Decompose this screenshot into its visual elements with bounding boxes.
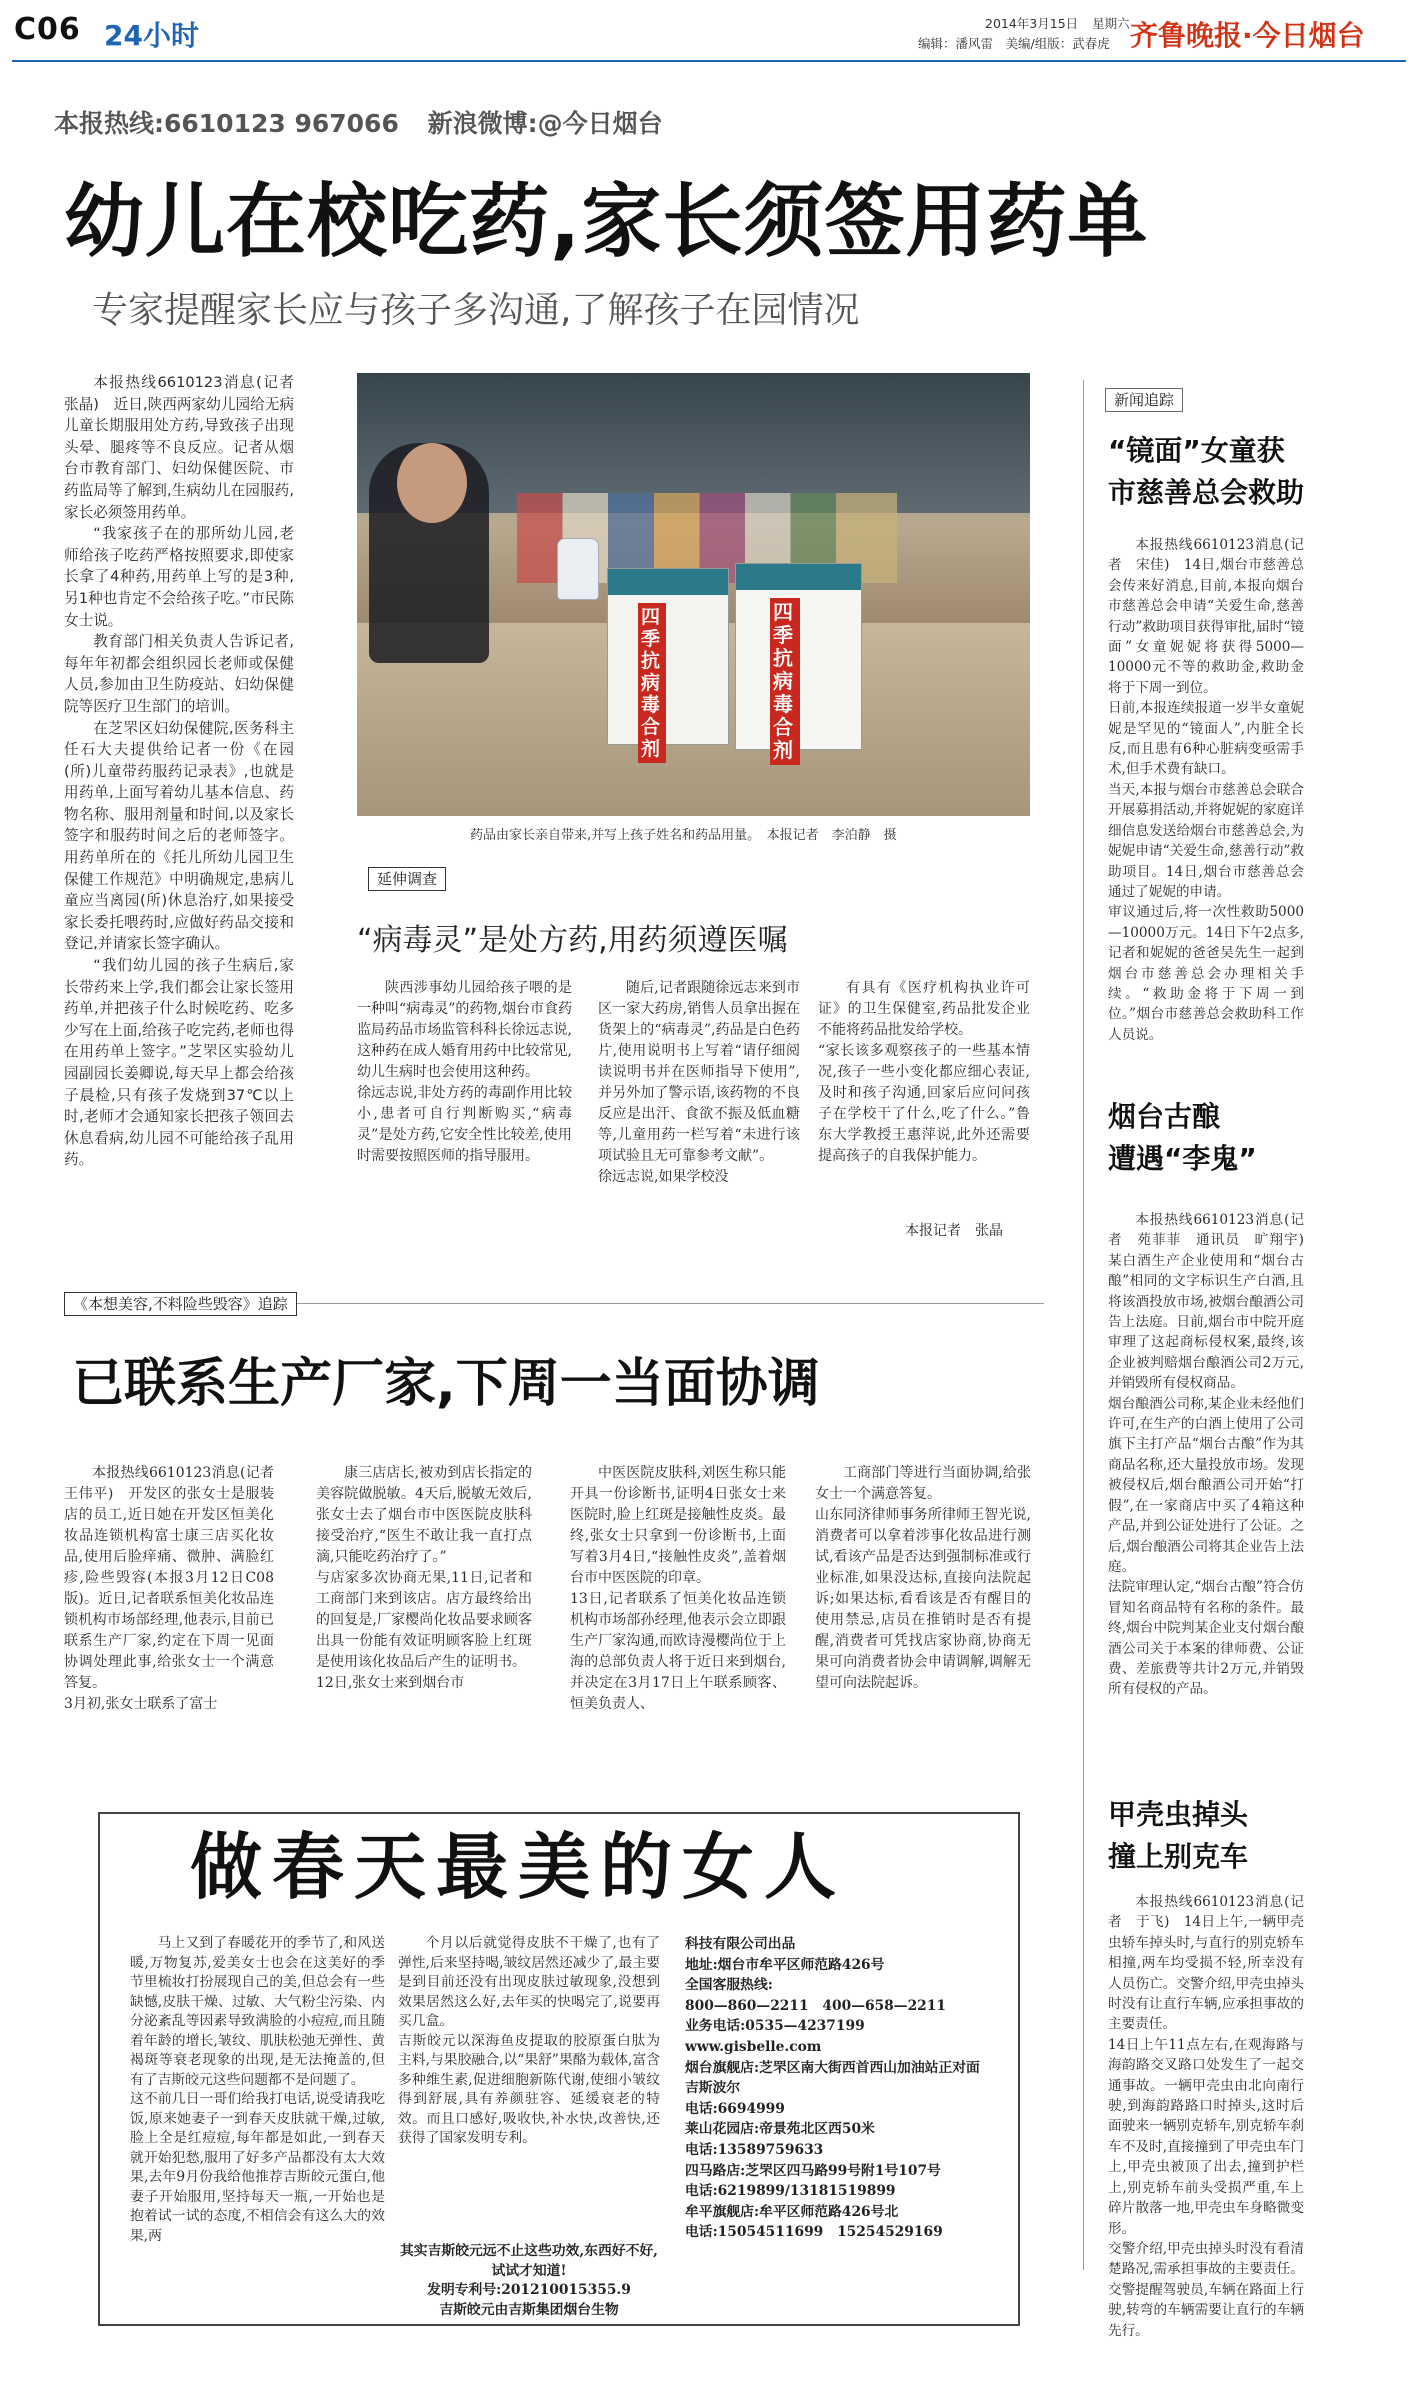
lead-subhead: 专家提醒家长应与孩子多沟通,了解孩子在园情况 xyxy=(92,290,860,331)
cosmetic-col-3: 中医医院皮肤科,刘医生称只能开具一份诊断书,证明4日张女士来医院时,脸上红斑是接触性皮炎。最终,张女士只拿到一份诊断书,上面写着3月4日,“接触性皮炎”,盖着烟台市中医医院的印章。 13日,记者联系了恒美化妆品连锁机构市场部孙经理,他表示会立即跟生产厂家沟通,而欧诗漫樱尚位于上海的总部负责人将于近日来到烟台,并决定在3月17日上午联系顾客、恒美负责人、 xyxy=(570,1465,786,1712)
photo-child-head xyxy=(397,443,467,523)
ad-headline: 做春天最美的女人 xyxy=(190,1824,847,1909)
ad-col-2-bold: 其实吉斯皎元远不止这些功效,东西好不好,试试才知道! 发明专利号:201210015355.9 吉斯皎元由吉斯集团烟台生物 xyxy=(400,2243,658,2318)
headline-line: 甲壳虫掉头 xyxy=(1108,1798,1249,1831)
advertisement xyxy=(98,1812,1020,2326)
lead-story-body xyxy=(64,372,309,1171)
headline-line: 烟台古酿 xyxy=(1108,1100,1221,1133)
followup-col-2: 随后,记者跟随徐远志来到市区一家大药房,销售人员拿出握在货架上的“病毒灵”,药品是白色药片,使用说明书上写着“请仔细阅读说明书并在医师指导下使用”,并另外加了警示语,该药物的不良反应是出汗、食欲不振及低血糖等,儿童用药一栏写着“未进行该项试验且无可靠参考文献”。 徐远志说,如果学校没 xyxy=(598,980,800,1185)
paper-name: 齐鲁晚报·今日烟台 xyxy=(1130,19,1365,52)
box-label-right: 四季抗病毒合剂 xyxy=(770,598,800,765)
weibo-handle: @今日烟台 xyxy=(537,109,663,138)
sidebar-divider xyxy=(1083,380,1084,2270)
page-header xyxy=(0,0,1417,62)
page-code: C06 xyxy=(14,12,81,47)
followup-byline: 本报记者 张晶 xyxy=(905,1223,1003,1239)
cosmetic-tag: 《本想美容,不料险些毁容》追踪 xyxy=(64,1292,297,1316)
ad-contact-info: 科技有限公司出品 地址:烟台市牟平区师范路426号 全国客服热线: 800—860—2211 400—658—2211 业务电话:0535—4237199 www.gisbelle.com 烟台旗舰店:芝罘区南大街西首西山加油站正对面吉斯波尔 电话:6694999 莱山花园店:帝景苑北区西50米 电话:13589759633 四马路店:芝罘区四马路99号附1号107号 电话:6219899/13181519899 牟平旗舰店:牟平区师范路426号北 电话:15054511699 15254529169 xyxy=(685,1936,980,2241)
lead-paragraph: “我家孩子在的那所幼儿园,老师给孩子吃药严格按照要求,即使家长拿了4种药,用药单上写的是3种,另1种也肯定不会给孩子吃。”市民陈女士说。 xyxy=(64,525,294,629)
cosmetic-col-4: 工商部门等进行当面协调,给张女士一个满意答复。 山东同济律师事务所律师王智光说,消费者可以拿着涉事化妆品进行测试,看该产品是否达到强制标准或行业标准,如果没达标,直接向法院起诉;如果达标,看看该是否有醒目的使用禁忌,店员在推销时是否有提醒,消费者可凭找店家协商,协商无果可向消费者协会申请调解,调解无望可向法院起诉。 xyxy=(815,1465,1031,1691)
followup-tag: 延伸调查 xyxy=(368,867,446,891)
box-label-left: 四季抗病毒合剂 xyxy=(638,603,666,763)
lead-headline: 幼儿在校吃药,家长须签用药单 xyxy=(64,175,1149,268)
hotline-label: 本报热线: xyxy=(54,109,164,138)
weekday-text: 星期六 xyxy=(1092,16,1130,31)
cosmetic-col-2: 康三店店长,被劝到店长指定的美容院做脱敏。4天后,脱敏无效后,张女士去了烟台市中医医院皮肤科接受治疗,“医生不敢让我一直打点滴,只能吃药治疗了。” 与店家多次协商无果,11日,记者和工商部门来到该店。店方最终给出的回复是,厂家樱尚化妆品要求顾客出具一份能有效证明顾客脸上红斑是使用该化妆品后产生的证明书。 12日,张女士来到烟台市 xyxy=(316,1465,532,1691)
section-label: 24小时 xyxy=(104,19,199,52)
photo-bottle xyxy=(557,538,599,600)
sidebar-story-2: 本报热线6610123消息(记者 苑菲菲 通讯员 旷翔宇) 某白酒生产企业使用和“烟台古酿”相同的文字标识生产白酒,且将该酒投放市场,被烟台酿酒公司告上法庭。日前,烟台市中院开庭审理了这起商标侵权案,最终,该企业被判赔烟台酿酒公司2万元,并销毁所有侵权商品。 烟台酿酒公司称,某企业未经他们许可,在生产的白酒上使用了公司旗下主打产品“烟台古酿”作为其商品名称,还大量投放市场。发现被侵权后,烟台酿酒公司开始“打假”,在一家商店中买了4箱这种产品,并到公证处进行了公证。之后,烟台酿酒公司将其企业告上法庭。 法院审理认定,“烟台古酿”符合仿冒知名商品特有名称的条件。最终,烟台中院判某企业支付烟台酿酒公司关于本案的律师费、公证费、差旅费等共计2万元,并销毁所有侵权的产品。 xyxy=(1108,1212,1304,1698)
sidebar-headline-1 xyxy=(1108,430,1304,514)
lead-photo xyxy=(357,373,1030,816)
lead-paragraph: 本报热线6610123消息(记者 张晶) 近日,陕西两家幼儿园给无病儿童长期服用处方药,导致孩子出现头晕、腿疼等不良反应。记者从烟台市教育部门、妇幼保健医院、市药监局等了解到,生病幼儿在园服药,家长必须签用药单。 xyxy=(64,374,309,521)
medicine-box-right xyxy=(735,563,862,762)
date-text: 2014年3月15日 xyxy=(985,16,1079,31)
headline-line: 遭遇“李鬼” xyxy=(1108,1142,1257,1175)
header-rule xyxy=(12,60,1406,62)
lead-paragraph: 在芝罘区妇幼保健院,医务科主任石大夫提供给记者一份《在园(所)儿童带药服药记录表》,也就是用药单,上面写着幼儿基本信息、药物名称、服用剂量和时间,以及家长签字和服药时间之后的老师签字。用药单所在的《托儿所幼儿园卫生保健工作规范》中明确规定,患病儿童应当离园(所)休息治疗,如果接受家长委托喂药时,应做好药品交接和登记,并请家长签字确认。 xyxy=(64,719,294,953)
header-editors: 编辑：潘风雷 美编/组版：武春虎 xyxy=(918,36,1110,51)
hotline-numbers: 6610123 967066 xyxy=(164,109,399,138)
sidebar-story-3: 本报热线6610123消息(记者 于飞) 14日上午,一辆甲壳虫轿车掉头时,与直行的别克轿车相撞,两车均受损不轻,所幸没有人员伤亡。交警介绍,甲壳虫掉头时没有让直行车辆,应承担事故的主要责任。 14日上午11点左右,在观海路与海韵路交叉路口处发生了一起交通事故。一辆甲壳虫由北向南行驶,到海韵路路口时掉头,这时后面驶来一辆别克轿车,别克轿车刹车不及时,直接撞到了甲壳虫车门上,甲壳虫被顶了出去,撞到护栏上,别克轿车前头受损严重,车上碎片散落一地,甲壳虫车身略微变形。 交警介绍,甲壳虫掉头时没有看清楚路况,需承担事故的主要责任。交警提醒驾驶员,车辆在路面上行驶,转弯的车辆需要让直行的车辆先行。 xyxy=(1108,1894,1304,2339)
sidebar-headline-3 xyxy=(1108,1794,1248,1878)
headline-line: 撞上别克车 xyxy=(1108,1840,1249,1873)
ad-col-2: 个月以后就觉得皮肤不干燥了,也有了弹性,后来坚持喝,皱纹居然还减少了,最主要是到目前还没有出现皮肤过敏现象,没想到效果居然这么好,去年买的快喝完了,说要再买几盒。 吉斯皎元以深海鱼皮提取的胶原蛋白肽为主料,与果胶融合,以“果舒”果酪为载体,富含多种维生素,促进细胞新陈代谢,使细小皱纹得到舒展,具有养颜驻容、延缓衰老的特效。而且口感好,吸收快,补水快,改善快,还获得了国家发明专利。 xyxy=(398,1935,660,2146)
lead-paragraph: 教育部门相关负责人告诉记者,每年年初都会组织园长老师或保健人员,参加由卫生防疫站、妇幼保健院等医疗卫生部门的培训。 xyxy=(64,633,294,715)
weibo-label: 新浪微博: xyxy=(427,109,538,138)
headline-line: “镜面”女童获 xyxy=(1108,434,1285,467)
ad-col-1: 马上又到了春暖花开的季节了,和风送暖,万物复苏,爱美女士也会在这美好的季节里梳妆打扮展现自己的美,但总会有一些缺憾,皮肤干燥、过敏、大气粉尘污染、内分泌紊乱等因素导致满脸的小痘痘,而且随着年龄的增长,皱纹、肌肤松弛无弹性、黄褐斑等衰老现象的出现,是无法掩盖的,但有了吉斯皎元这些问题都不是问题了。 这不前几日一哥们给我打电话,说受请我吃饭,原来她妻子一到春天皮肤就干燥,过敏,脸上全是红痘痘,每年都是如此,一到春天就开始犯愁,服用了好多产品都没有太大效果,去年9月份我给他推荐吉斯皎元蛋白,他妻子开始服用,坚持每天一瓶,一开始也是抱着试一试的态度,不相信会有这么大的效果,两 xyxy=(130,1935,385,2244)
header-date xyxy=(985,14,1130,32)
followup-col-1: 陕西涉事幼儿园给孩子喂的是一种叫“病毒灵”的药物,烟台市食药监局药品市场监管科科长徐远志说,这种药在成人婚育用药中比较常见,幼儿生病时也会使用这种药。 徐远志说,非处方药的毒副作用比较小,患者可自行判断购买,“病毒灵”是处方药,它安全性比较差,使用时需要按照医师的指导服用。 xyxy=(357,980,572,1164)
lead-paragraph: “我们幼儿园的孩子生病后,家长带药来上学,我们都会让家长签用药单,并把孩子什么时候吃药、吃多少写在上面,给孩子吃完药,老师也得在用药单上签字。”芝罘区实验幼儿园副园长姜卿说,每天早上都会给孩子晨检,只有孩子发烧到37℃以上时,老师才会通知家长把孩子领回去休息看病,幼儿园不可能给孩子乱用药。 xyxy=(64,957,294,1169)
cosmetic-col-1: 本报热线6610123消息(记者 王伟平) 开发区的张女士是服装店的员工,近日她在开发区恒美化妆品连锁机构富士康三店买化妆品,使用后脸痒痛、微肿、满脸红疹,险些毁容(本报3月12日C08版)。近日,记者联系恒美化妆品连锁机构市场部经理,他表示,目前已联系生产厂家,约定在下周一见面协调处理此事,给张女士一个满意答复。 3月初,张女士联系了富士 xyxy=(64,1465,274,1712)
sidebar-headline-2 xyxy=(1108,1096,1257,1180)
followup-headline: “病毒灵”是处方药,用药须遵医嘱 xyxy=(357,923,788,958)
headline-line: 市慈善总会救助 xyxy=(1108,476,1305,509)
hotline-bar xyxy=(54,104,663,140)
medicine-box-left xyxy=(607,568,729,760)
photo-caption: 药品由家长亲自带来,并写上孩子姓名和药品用量。 本报记者 李泊静 摄 xyxy=(470,828,897,843)
sidebar-tag: 新闻追踪 xyxy=(1105,388,1183,412)
sidebar-story-1: 本报热线6610123消息(记者 宋佳) 14日,烟台市慈善总会传来好消息,目前,本报向烟台市慈善总会申请“关爱生命,慈善行动”救助项目获得审批,届时“镜面”女童妮妮将获得5000—10000元不等的救助金,救助金将于下周一到位。 日前,本报连续报道一岁半女童妮妮是罕见的“镜面人”,内脏全长反,而且患有6种心脏病变亟需手术,但手术费有缺口。 当天,本报与烟台市慈善总会联合开展募捐活动,并将妮妮的家庭详细信息发送给烟台市慈善总会,为妮妮申请“关爱生命,慈善行动”救助项目。14日,烟台市慈善总会通过了妮妮的申请。 审议通过后,将一次性救助5000—10000万元。14日下午2点多,记者和妮妮的爸爸吴先生一起到烟台市慈善总会办理相关手续。“救助金将于下周一到位。”烟台市慈善总会救助科工作人员说。 xyxy=(1108,537,1304,1043)
followup-col-3: 有具有《医疗机构执业许可证》的卫生保健室,药品批发企业不能将药品批发给学校。 “家长该多观察孩子的一些基本情况,孩子一些小变化都应细心表证,及时和孩子沟通,回家后应问问孩子在学校干了什么,吃了什么。”鲁东大学教授王惠萍说,此外还需要提高孩子的自我保护能力。 xyxy=(818,980,1030,1164)
cosmetic-headline: 已联系生产厂家,下周一当面协调 xyxy=(72,1354,820,1414)
